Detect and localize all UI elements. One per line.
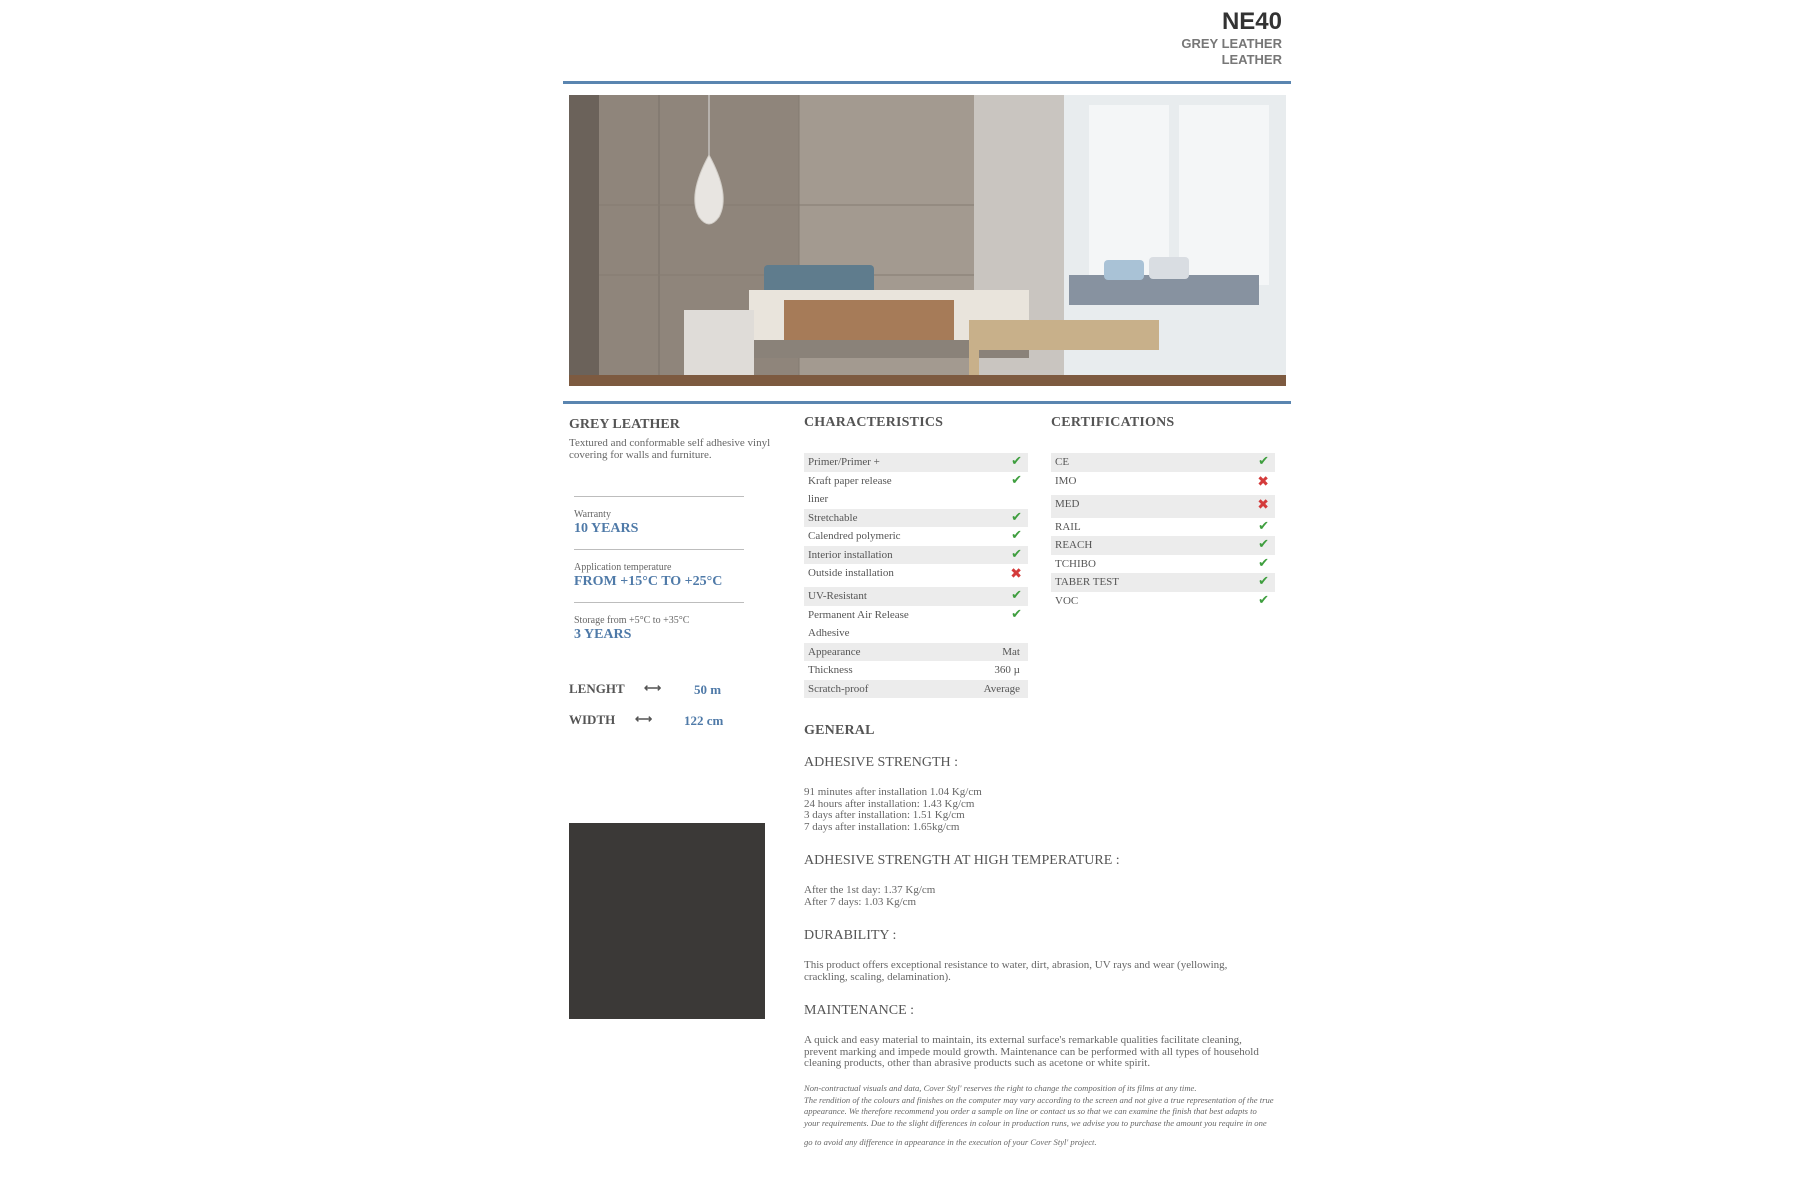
certification-row <box>1051 536 1275 555</box>
cross-icon: ✖ <box>1257 473 1269 490</box>
characteristic-row <box>804 624 1028 643</box>
certification-row <box>1051 555 1275 574</box>
characteristic-value: Mat <box>1002 645 1020 658</box>
certification-row <box>1051 592 1275 611</box>
certifications-table <box>1051 453 1275 610</box>
length-row <box>569 681 722 697</box>
check-icon: ✔ <box>1258 555 1269 571</box>
characteristic-label: Thickness <box>808 664 853 676</box>
adhesive-line: 7 days after installation: 1.65kg/cm <box>804 820 960 833</box>
check-icon: ✔ <box>1011 606 1022 622</box>
characteristic-row <box>804 587 1028 606</box>
characteristic-row <box>804 564 1028 587</box>
color-swatch <box>569 823 765 1019</box>
check-icon: ✔ <box>1258 574 1269 589</box>
disclaimer-text <box>804 1083 1294 1129</box>
length-value: 50 m <box>694 682 722 697</box>
header <box>1181 8 1282 68</box>
durability-line: This product offers exceptional resistance to water, dirt, abrasion, UV rays and wear (yellowing, <box>804 959 1228 971</box>
width-label: WIDTH <box>569 712 616 727</box>
maintenance-line: cleaning products, other than abrasive products such as acetone or white spirit. <box>804 1057 1151 1069</box>
durability-title: DURABILITY : <box>804 928 897 943</box>
characteristic-label: Kraft paper release <box>808 474 892 487</box>
warranty-block <box>574 496 744 537</box>
certification-row <box>1051 472 1275 495</box>
cross-icon: ✖ <box>1010 566 1022 582</box>
certification-label: CE <box>1055 456 1070 468</box>
characteristic-label: Stretchable <box>808 511 858 524</box>
certification-label: MED <box>1055 497 1080 510</box>
adhesive-title: ADHESIVE STRENGTH : <box>804 755 958 770</box>
cross-icon: ✖ <box>1257 496 1269 513</box>
storage-block <box>574 602 744 643</box>
characteristic-value: Average <box>983 682 1020 695</box>
width-row <box>569 712 724 728</box>
characteristic-label: Scratch-proof <box>808 682 869 695</box>
product-code: NE40 <box>1221 8 1282 35</box>
warranty-value: 10 YEARS <box>574 521 639 536</box>
temperature-block <box>574 549 744 590</box>
warranty-label: Warranty <box>574 509 611 520</box>
product-description: Textured and conformable self adhesive vinyl covering for walls and furniture. <box>569 437 771 461</box>
durability-text <box>804 960 1294 983</box>
durability-section <box>804 928 1294 983</box>
check-icon: ✔ <box>1258 518 1269 534</box>
characteristic-label: Adhesive <box>808 627 850 639</box>
check-icon: ✔ <box>1011 454 1022 469</box>
high-temp-title: ADHESIVE STRENGTH AT HIGH TEMPERATURE : <box>804 853 1120 868</box>
general-title: GENERAL <box>804 723 875 738</box>
adhesive-line: 3 days after installation: 1.51 Kg/cm <box>804 809 965 821</box>
certification-label: VOC <box>1055 594 1079 607</box>
maintenance-line: A quick and easy material to maintain, its external surface's remarkable qualities facilitate cleaning, <box>804 1034 1242 1046</box>
storage-label: Storage from +5°C to +35°C <box>574 615 690 626</box>
product-category: LEATHER <box>1221 52 1282 67</box>
product-subtitle: GREY LEATHER <box>1181 36 1282 51</box>
maintenance-title: MAINTENANCE : <box>804 1003 915 1018</box>
characteristic-label: Outside installation <box>808 567 894 579</box>
storage-value: 3 YEARS <box>574 627 632 642</box>
certification-label: TABER TEST <box>1055 576 1120 588</box>
certification-row <box>1051 495 1275 518</box>
characteristic-row <box>804 490 1028 509</box>
certification-row <box>1051 518 1275 537</box>
characteristic-label: Appearance <box>808 645 861 658</box>
adhesive-line: 91 minutes after installation 1.04 Kg/cm <box>804 786 982 798</box>
characteristic-label: Interior installation <box>808 548 893 561</box>
check-icon: ✔ <box>1011 546 1022 562</box>
hero-image <box>569 95 1286 386</box>
maintenance-text <box>804 1035 1294 1070</box>
characteristics-title: CHARACTERISTICS <box>804 415 944 430</box>
characteristic-row <box>804 527 1028 546</box>
certification-label: REACH <box>1055 539 1093 551</box>
middle-divider <box>563 401 1291 404</box>
characteristic-row <box>804 453 1028 472</box>
adhesive-section <box>804 755 1294 833</box>
check-icon: ✔ <box>1258 454 1269 469</box>
characteristic-row <box>804 546 1028 565</box>
characteristic-row <box>804 509 1028 528</box>
product-title: GREY LEATHER <box>569 417 680 432</box>
characteristic-label: UV-Resistant <box>808 590 867 602</box>
certification-row <box>1051 453 1275 472</box>
top-divider <box>563 81 1291 84</box>
disclaimer-line: appearance. We therefore recommend you order a sample on line or contact us so that we can examine the finish that best adapts to <box>804 1106 1257 1116</box>
durability-line: crackling, scaling, delamination). <box>804 970 951 983</box>
characteristic-row <box>804 472 1028 491</box>
high-temp-line: After the 1st day: 1.37 Kg/cm <box>804 884 936 896</box>
adhesive-line: 24 hours after installation: 1.43 Kg/cm <box>804 797 975 810</box>
disclaimer-line: your requirements. Due to the slight differences in colour in production runs, we advise you to purchase the amount you require in one <box>804 1117 1267 1128</box>
maintenance-section <box>804 1003 1294 1070</box>
certification-label: RAIL <box>1055 520 1081 533</box>
characteristic-row <box>804 661 1028 680</box>
width-value: 122 cm <box>684 713 724 728</box>
high-temp-text <box>804 885 1294 908</box>
maintenance-line: prevent marking and impede mould growth. Maintenance can be performed with all types of household <box>804 1045 1259 1058</box>
certification-label: IMO <box>1055 474 1077 487</box>
certification-row <box>1051 573 1275 592</box>
check-icon: ✔ <box>1011 509 1022 525</box>
double-arrow-icon: ⟷ <box>644 681 662 695</box>
characteristic-value: 360 µ <box>994 664 1020 676</box>
disclaimer-line: The rendition of the colours and finishes on the computer may vary according to the screen and not give a true representation of the true <box>804 1094 1274 1105</box>
characteristic-label: Primer/Primer + <box>808 456 880 468</box>
characteristics-table <box>804 453 1028 698</box>
characteristic-label: Calendred polymeric <box>808 530 901 542</box>
high-temp-line: After 7 days: 1.03 Kg/cm <box>804 895 917 908</box>
disclaimer-line: Non-contractual visuals and data, Cover Styl' reserves the right to change the composition of its films at any time. <box>804 1083 1197 1093</box>
length-label: LENGHT <box>569 681 625 696</box>
disclaimer-last-line: go to avoid any difference in appearance in the execution of your Cover Styl' project. <box>804 1137 1097 1147</box>
characteristic-row <box>804 680 1028 699</box>
product-summary <box>569 417 789 461</box>
temperature-value: FROM +15°C TO +25°C <box>574 574 723 589</box>
check-icon: ✔ <box>1011 588 1022 603</box>
characteristic-label: liner <box>808 493 829 505</box>
check-icon: ✔ <box>1258 592 1269 608</box>
check-icon: ✔ <box>1011 528 1022 543</box>
certifications-title: CERTIFICATIONS <box>1051 415 1175 430</box>
characteristic-label: Permanent Air Release <box>808 608 909 621</box>
temperature-label: Application temperature <box>574 562 672 573</box>
disclaimer <box>804 1083 1294 1149</box>
characteristic-row <box>804 643 1028 662</box>
characteristic-row <box>804 606 1028 625</box>
adhesive-text <box>804 787 1294 833</box>
double-arrow-icon: ⟷ <box>635 712 653 726</box>
high-temp-section <box>804 853 1294 908</box>
certification-label: TCHIBO <box>1055 557 1096 570</box>
check-icon: ✔ <box>1011 472 1022 488</box>
check-icon: ✔ <box>1258 537 1269 552</box>
